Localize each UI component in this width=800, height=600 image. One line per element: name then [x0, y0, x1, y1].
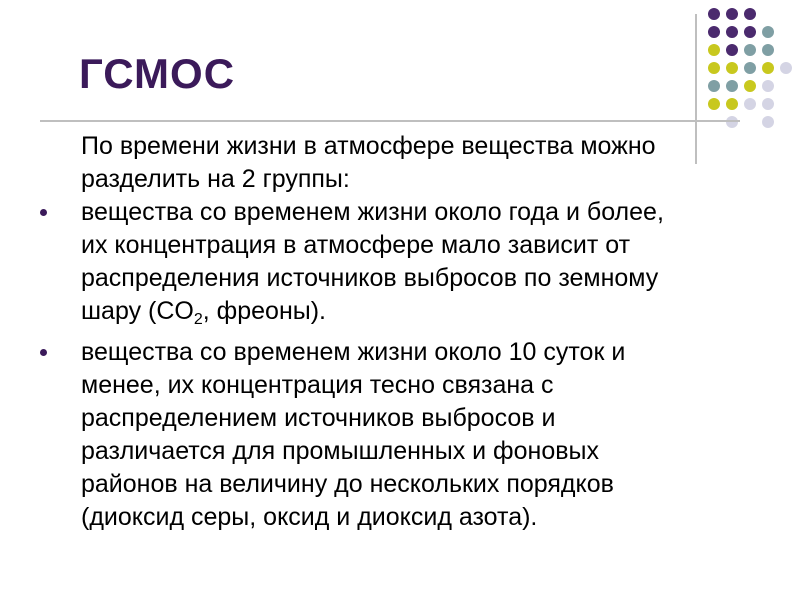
decorative-dot	[762, 116, 774, 128]
decorative-dot	[726, 62, 738, 74]
decorative-dot	[762, 80, 774, 92]
decorative-dot	[762, 44, 774, 56]
decorative-dot	[708, 98, 720, 110]
decorative-dot	[780, 62, 792, 74]
decorative-dot	[762, 62, 774, 74]
bullet-line: районов на величину до нескольких порядков	[81, 470, 614, 498]
decorative-dot	[744, 8, 756, 20]
bullet-line-with-formula	[81, 295, 760, 336]
bullet-line: (диоксид серы, оксид и диоксид азота).	[81, 503, 538, 531]
decorative-dot	[708, 26, 720, 38]
bullet-dot-icon	[40, 349, 47, 356]
decorative-dot	[726, 98, 738, 110]
bullet-line: вещества со временем жизни около 10 суток и	[81, 338, 626, 366]
bullet-dot-icon	[40, 209, 47, 216]
decorative-dot	[726, 8, 738, 20]
decorative-dot	[708, 44, 720, 56]
decorative-dot	[762, 98, 774, 110]
decorative-dot-grid	[706, 8, 796, 128]
formula-subscript: 2	[193, 311, 203, 328]
decorative-dot	[726, 116, 738, 128]
decorative-horizontal-rule	[40, 120, 740, 122]
slide-body	[40, 130, 760, 534]
decorative-dot	[762, 26, 774, 38]
decorative-dot	[726, 80, 738, 92]
slide-title: ГСМОС	[79, 50, 236, 97]
decorative-dot	[708, 62, 720, 74]
intro-line: По времени жизни в атмосфере вещества можно	[81, 132, 656, 160]
bullet-line: распределением источников выбросов и	[81, 404, 556, 432]
bullet-line: различается для промышленных и фоновых	[81, 437, 599, 465]
bullet-item-long-lived	[40, 196, 760, 336]
decorative-dot	[726, 26, 738, 38]
bullet-item-short-lived	[40, 336, 760, 534]
decorative-dot	[744, 26, 756, 38]
formula-suffix: , фреоны).	[202, 297, 326, 325]
decorative-dot	[726, 44, 738, 56]
intro-paragraph	[40, 130, 760, 196]
bullet-line: распределения источников выбросов по земному	[81, 264, 659, 292]
bullet-line: менее, их концентрация тесно связана с	[81, 371, 554, 399]
formula-prefix: шару (CO	[81, 297, 194, 325]
decorative-dot	[744, 80, 756, 92]
decorative-dot	[708, 8, 720, 20]
decorative-dot	[744, 44, 756, 56]
bullet-line: вещества со временем жизни около года и более,	[81, 198, 664, 226]
intro-line: разделить на 2 группы:	[81, 165, 350, 193]
decorative-dot	[744, 98, 756, 110]
decorative-dot	[708, 80, 720, 92]
decorative-dot	[744, 62, 756, 74]
bullet-line: их концентрация в атмосфере мало зависит от	[81, 231, 631, 259]
